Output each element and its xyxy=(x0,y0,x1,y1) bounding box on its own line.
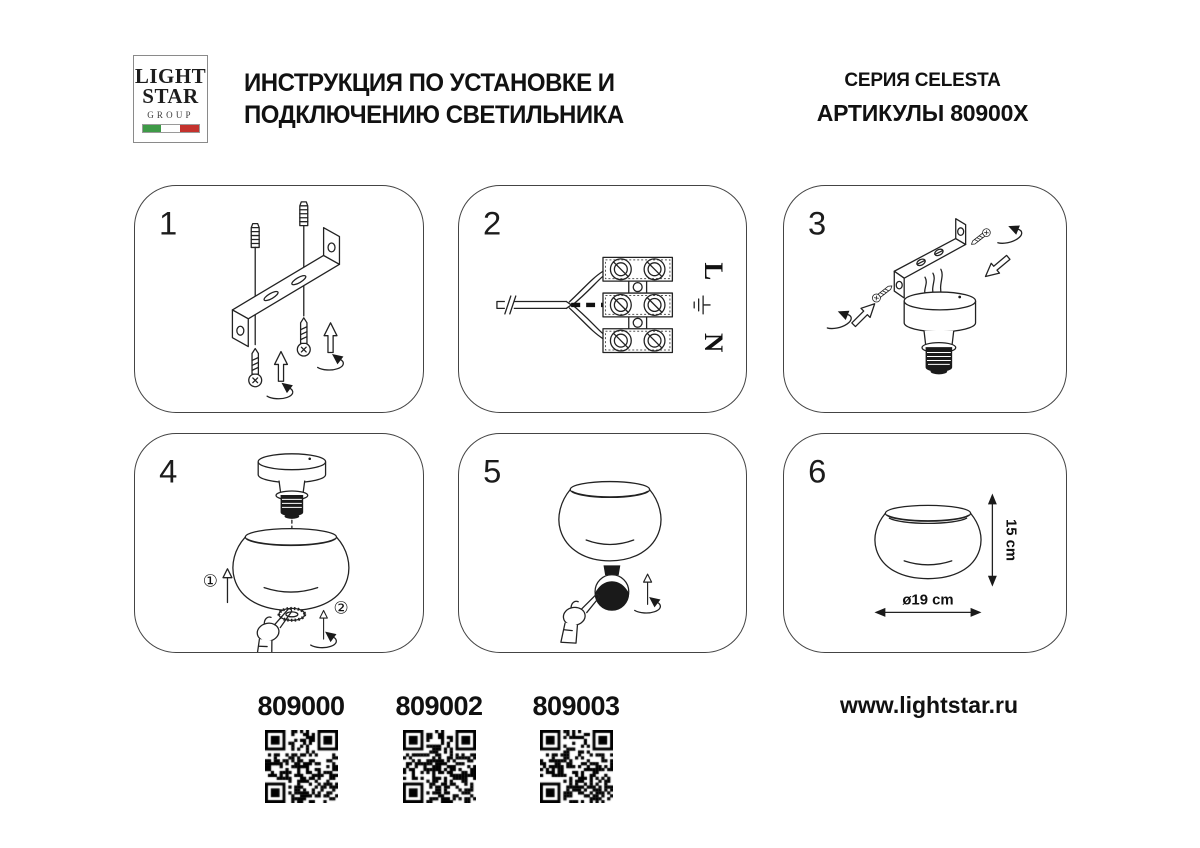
lamp-socket-icon xyxy=(281,495,303,518)
logo-word-light: LIGHT xyxy=(134,64,207,88)
terminal-strip xyxy=(603,293,672,317)
height-dimension xyxy=(988,493,1018,586)
ceiling-base-icon xyxy=(258,454,325,530)
step-2-illustration xyxy=(459,186,746,412)
step-marker-2: ② xyxy=(333,597,349,618)
neutral-label: N xyxy=(699,332,730,353)
height-label: 15 cm xyxy=(1002,518,1019,562)
step-number: 5 xyxy=(483,452,502,490)
arrow-up-icon xyxy=(223,569,232,603)
diameter-label: ø19 cm xyxy=(902,592,954,609)
italian-flag-icon xyxy=(142,124,200,133)
diameter-dimension xyxy=(874,592,981,616)
step-panel-4 xyxy=(134,433,424,653)
mounting-bracket-icon xyxy=(894,219,965,298)
step-1-illustration xyxy=(135,186,423,412)
lamp-socket-icon xyxy=(926,348,952,374)
step-3-illustration xyxy=(784,186,1066,412)
step-number: 6 xyxy=(808,452,827,490)
articles-label: АРТИКУЛЫ 80900X xyxy=(816,100,1029,126)
bulb-icon xyxy=(595,566,629,611)
article-number: 809002 xyxy=(395,691,483,721)
step-panel-5 xyxy=(458,433,747,653)
step-panel-1 xyxy=(134,185,424,413)
earth-ground-icon xyxy=(694,296,710,314)
terminal-block-icon xyxy=(603,257,672,352)
series-block xyxy=(800,70,1045,127)
glass-shade-icon xyxy=(233,529,349,611)
terminal-strip xyxy=(603,329,672,353)
step-number: 2 xyxy=(483,204,502,242)
qr-code xyxy=(265,730,338,803)
lightstar-logo xyxy=(133,55,208,143)
page-title xyxy=(244,68,624,131)
step-number: 4 xyxy=(159,452,178,490)
qr-code xyxy=(403,730,476,803)
step-panel-2 xyxy=(458,185,747,413)
flag-red xyxy=(180,125,199,132)
glass-shade-icon xyxy=(559,482,661,561)
wall-plug-icon xyxy=(251,202,308,248)
mains-cable-icon xyxy=(497,271,603,338)
step-6-illustration xyxy=(784,434,1066,652)
terminal-strip xyxy=(603,257,672,281)
article-number: 809003 xyxy=(532,691,620,721)
step-4-illustration xyxy=(135,434,423,652)
article-number: 809000 xyxy=(257,691,345,721)
arrow-up-icon xyxy=(644,574,652,604)
title-line-1: ИНСТРУКЦИЯ ПО УСТАНОВКЕ И xyxy=(244,69,615,97)
step-5-illustration xyxy=(459,434,746,652)
flag-white xyxy=(161,125,180,132)
arrow-up-icon xyxy=(320,610,328,639)
live-label: L xyxy=(699,262,730,281)
step-panel-3 xyxy=(783,185,1067,413)
flag-green xyxy=(143,125,162,132)
logo-word-group: GROUP xyxy=(147,109,194,120)
ceiling-base-icon xyxy=(904,292,975,374)
step-number: 1 xyxy=(159,204,178,242)
step-panel-6 xyxy=(783,433,1067,653)
title-line-2: ПОДКЛЮЧЕНИЮ СВЕТИЛЬНИКА xyxy=(244,100,624,129)
qr-code xyxy=(540,730,613,803)
mounting-bracket-icon xyxy=(232,228,339,347)
step-number: 3 xyxy=(808,204,827,242)
logo-word-star: STAR xyxy=(142,83,199,108)
assembled-fixture-icon xyxy=(875,505,981,578)
series-name: СЕРИЯ CELESTA xyxy=(844,70,1001,91)
step-marker-1: ① xyxy=(202,570,218,591)
website-url: www.lightstar.ru xyxy=(840,692,1019,718)
